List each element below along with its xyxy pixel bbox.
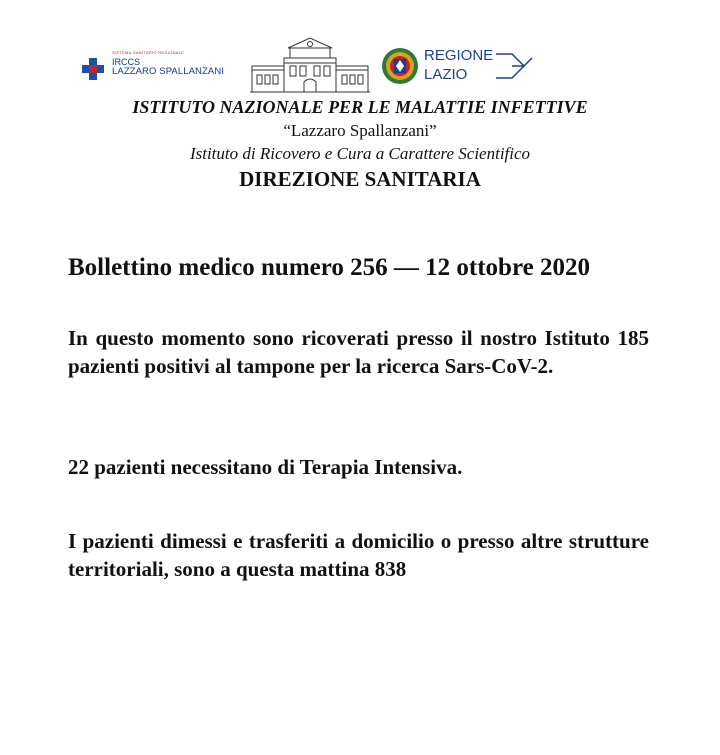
institute-heading: ISTITUTO NAZIONALE PER LE MALATTIE INFETTIVE — [132, 97, 588, 117]
irccs-logo-abbr: IRCCS — [112, 57, 141, 67]
bulletin-paragraph-discharged: I pazienti dimessi e trasferiti a domicilio o presso altre strutture territoriali, sono a questa mattina 838 — [68, 529, 649, 581]
institute-subtitle: Istituto di Ricovero e Cura a Carattere Scientifico — [189, 144, 531, 163]
regione-lazio-logo — [378, 44, 538, 88]
region-name-line-1: REGIONE — [424, 47, 494, 64]
logo-banner — [0, 0, 720, 100]
medical-cross-icon — [81, 57, 105, 81]
irccs-spallanzani-logo — [78, 48, 248, 82]
bulletin-paragraph-intensive-care: 22 pazienti necessitano di Terapia Intensiva. — [68, 455, 463, 479]
irccs-logo-tagline: SISTEMA SANITARIO REGIONALE — [112, 50, 185, 55]
irccs-logo-name: LAZZARO SPALLANZANI — [112, 66, 225, 77]
regione-lazio-emblem-icon — [380, 46, 420, 86]
bulletin-paragraph-hospitalized: In questo momento sono ricoverati presso il nostro Istituto 185 pazienti positivi al tampone per la ricerca Sars-CoV-2. — [68, 326, 649, 378]
bulletin-title: Bollettino medico numero 256 — 12 ottobre 2020 — [68, 254, 590, 281]
region-name-line-2: LAZIO — [424, 66, 468, 83]
institute-building-icon — [250, 36, 370, 94]
institute-name: “Lazzaro Spallanzani” — [283, 121, 437, 140]
region-swoosh-icon — [494, 46, 534, 86]
department-heading: DIREZIONE SANITARIA — [239, 167, 481, 191]
